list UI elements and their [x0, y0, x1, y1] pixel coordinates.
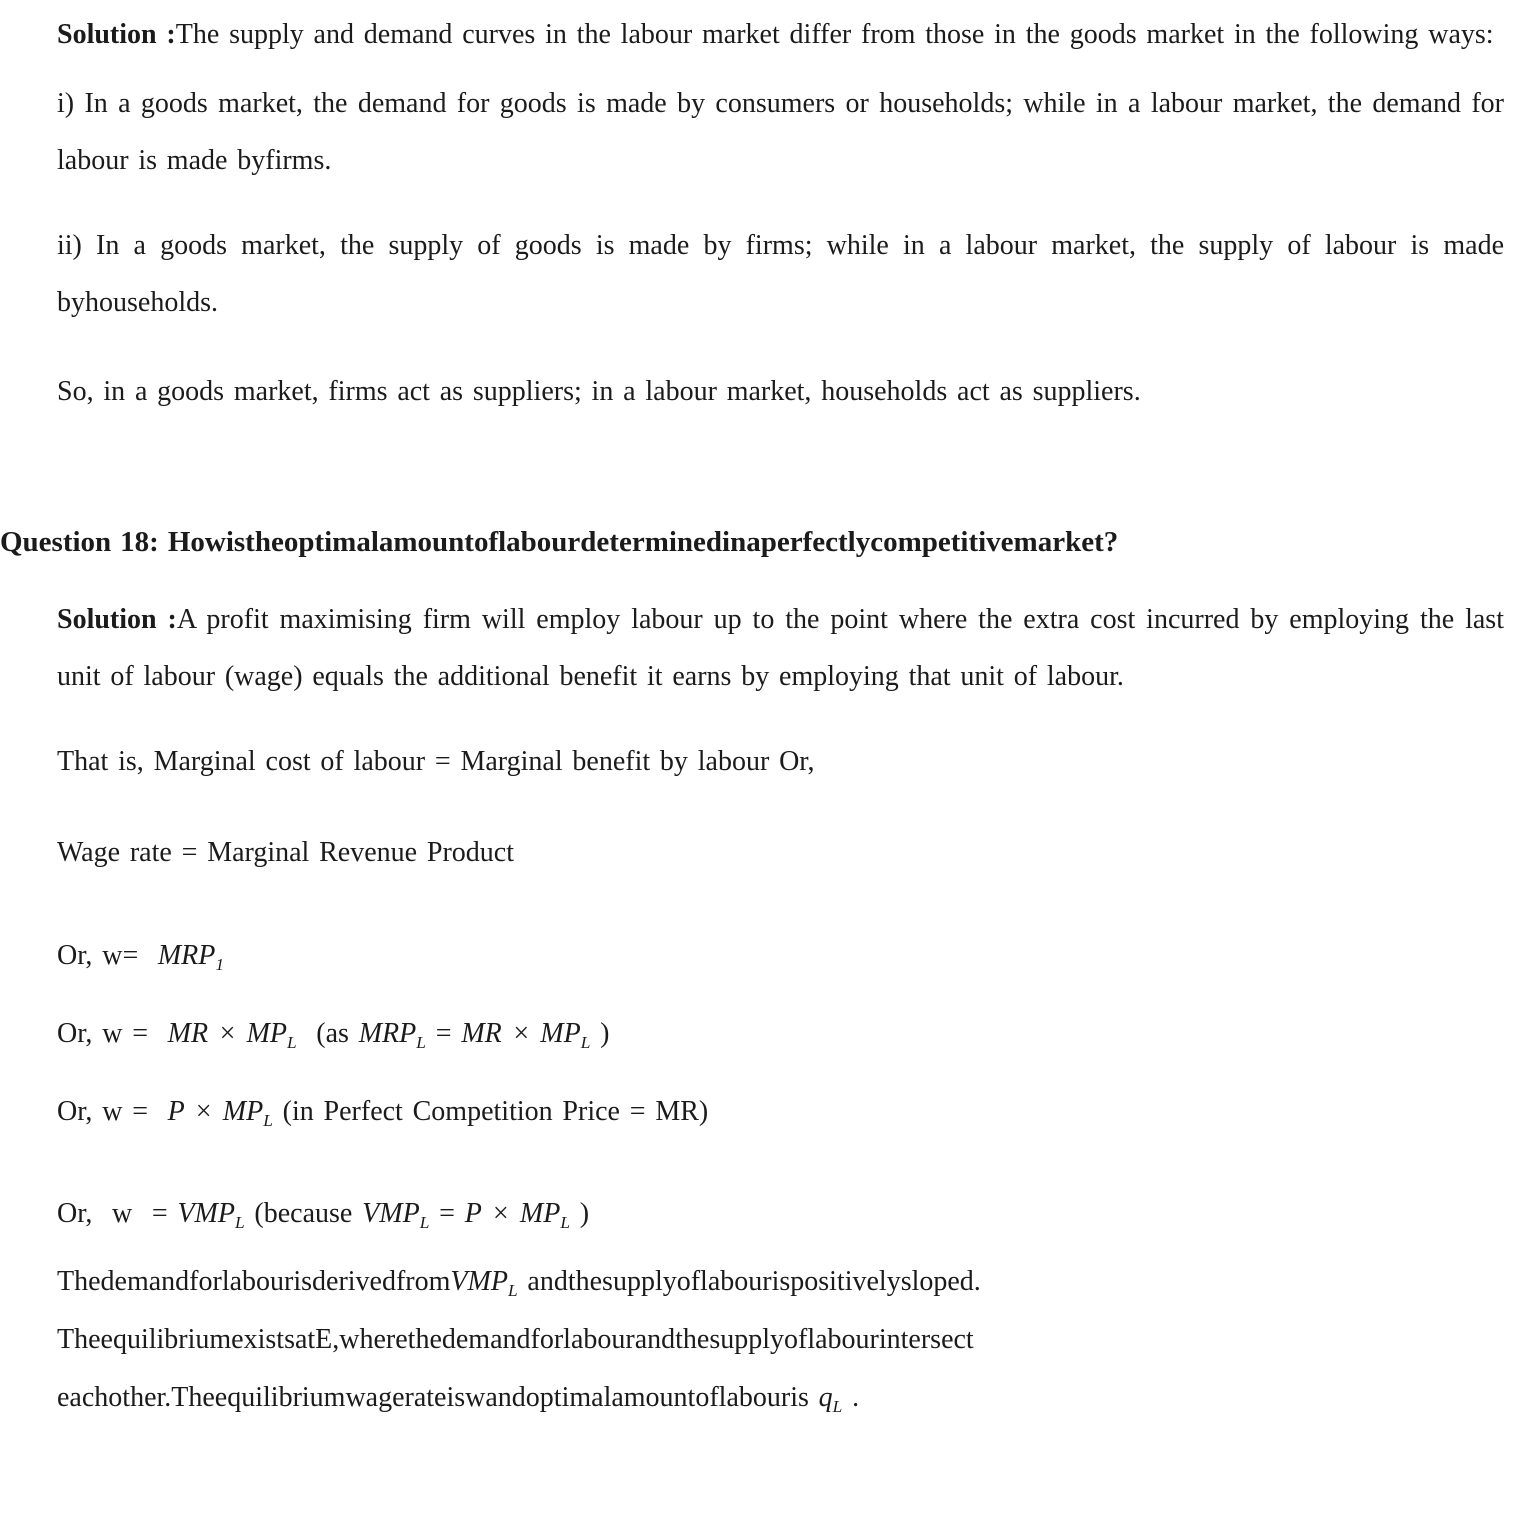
math-text: Or, w =	[57, 1018, 168, 1049]
paragraph-point-ii: ii) In a goods market, the supply of goods is made by firms; while in a labour market, the supply of labour is made byhouseholds.	[57, 230, 1504, 318]
formula-w-equals-mr-times-mp	[57, 1005, 1504, 1063]
paragraph-wage-rate: Wage rate = Marginal Revenue Product	[57, 837, 514, 868]
math-subscript: L	[580, 1033, 591, 1053]
math-text: andthesupplyoflabourispositivelysloped.	[517, 1266, 981, 1297]
math-variable: P	[167, 1096, 185, 1127]
math-variable: MP	[222, 1096, 264, 1127]
math-variable: ×	[184, 1096, 223, 1127]
math-variable: q	[818, 1382, 833, 1413]
math-text: (as	[296, 1018, 359, 1049]
paragraph-solution-1	[57, 6, 1504, 63]
math-text: (in Perfect Competition Price = MR)	[272, 1096, 709, 1127]
math-subscript: L	[832, 1397, 843, 1417]
math-text: )	[590, 1018, 610, 1049]
formula-w-equals-p-times-mp	[57, 1083, 1504, 1141]
math-variable: MRP	[157, 940, 216, 971]
math-subscript: L	[560, 1213, 570, 1233]
math-text: Or, w=	[57, 940, 158, 971]
math-subscript: 1	[215, 955, 225, 975]
math-subscript: L	[507, 1281, 518, 1301]
paragraph-equilibrium: TheequilibriumexistsatE,wherethedemandforlabourandthesupplyoflabourintersect	[57, 1324, 974, 1355]
math-text: )	[569, 1198, 590, 1229]
paragraph-summary: So, in a goods market, firms act as suppliers; in a labour market, households act as suppliers.	[57, 376, 1141, 407]
math-variable: P	[464, 1198, 482, 1229]
paragraph-solution-2	[57, 591, 1504, 705]
math-variable: MRP	[358, 1018, 417, 1049]
math-subscript: L	[416, 1033, 426, 1053]
math-text: (because	[244, 1198, 363, 1229]
solution-1-label: Solution :	[57, 19, 176, 50]
math-variable: MP	[519, 1198, 561, 1229]
math-variable: MP	[246, 1018, 288, 1049]
math-text: .	[842, 1382, 860, 1413]
math-variable: VMP	[362, 1198, 420, 1229]
math-subscript: L	[419, 1213, 430, 1233]
math-text: =	[429, 1198, 465, 1229]
formula-w-equals-mrp	[57, 927, 1504, 985]
math-text: =	[425, 1018, 462, 1049]
math-subscript: L	[234, 1213, 245, 1233]
math-variable: VMP	[177, 1198, 235, 1229]
math-variable: ×	[481, 1198, 520, 1229]
paragraph-eachother	[57, 1369, 1504, 1427]
math-variable: MR	[461, 1018, 502, 1049]
math-text: Thedemandforlabourisderivedfrom	[57, 1266, 451, 1297]
formula-w-equals-vmp	[57, 1185, 1504, 1243]
solution-1-text: The supply and demand curves in the labour market differ from those in the goods market in the following ways:	[175, 19, 1494, 50]
math-variable: MR	[167, 1018, 209, 1049]
paragraph-that-is: That is, Marginal cost of labour = Marginal benefit by labour Or,	[57, 746, 815, 777]
math-variable: MP	[540, 1018, 581, 1049]
math-text: eachother.Theequilibriumwagerateiswandoptimalamountoflabouris	[57, 1382, 819, 1413]
solution-2-text: A profit maximising firm will employ labour up to the point where the extra cost incurred by employing the last unit of labour (wage) equals the additional benefit it earns by employing that unit of labour.	[57, 604, 1504, 692]
paragraph-point-i: i) In a goods market, the demand for goods is made by consumers or households; while in a labour market, the demand for labour is made byfirms.	[57, 88, 1504, 176]
solution-2-label: Solution :	[57, 604, 177, 635]
math-variable: VMP	[450, 1266, 508, 1297]
math-text: Or, w =	[57, 1096, 168, 1127]
math-text: Or, w =	[57, 1198, 178, 1229]
math-subscript: L	[263, 1111, 273, 1131]
math-subscript: L	[287, 1033, 297, 1053]
question-heading: Question 18: Howistheoptimalamountoflabourdeterminedinaperfectlycompetitivemarket?	[0, 526, 1119, 558]
math-variable: ×	[501, 1018, 541, 1049]
paragraph-demand-derived	[57, 1253, 1504, 1311]
math-variable: ×	[208, 1018, 247, 1049]
